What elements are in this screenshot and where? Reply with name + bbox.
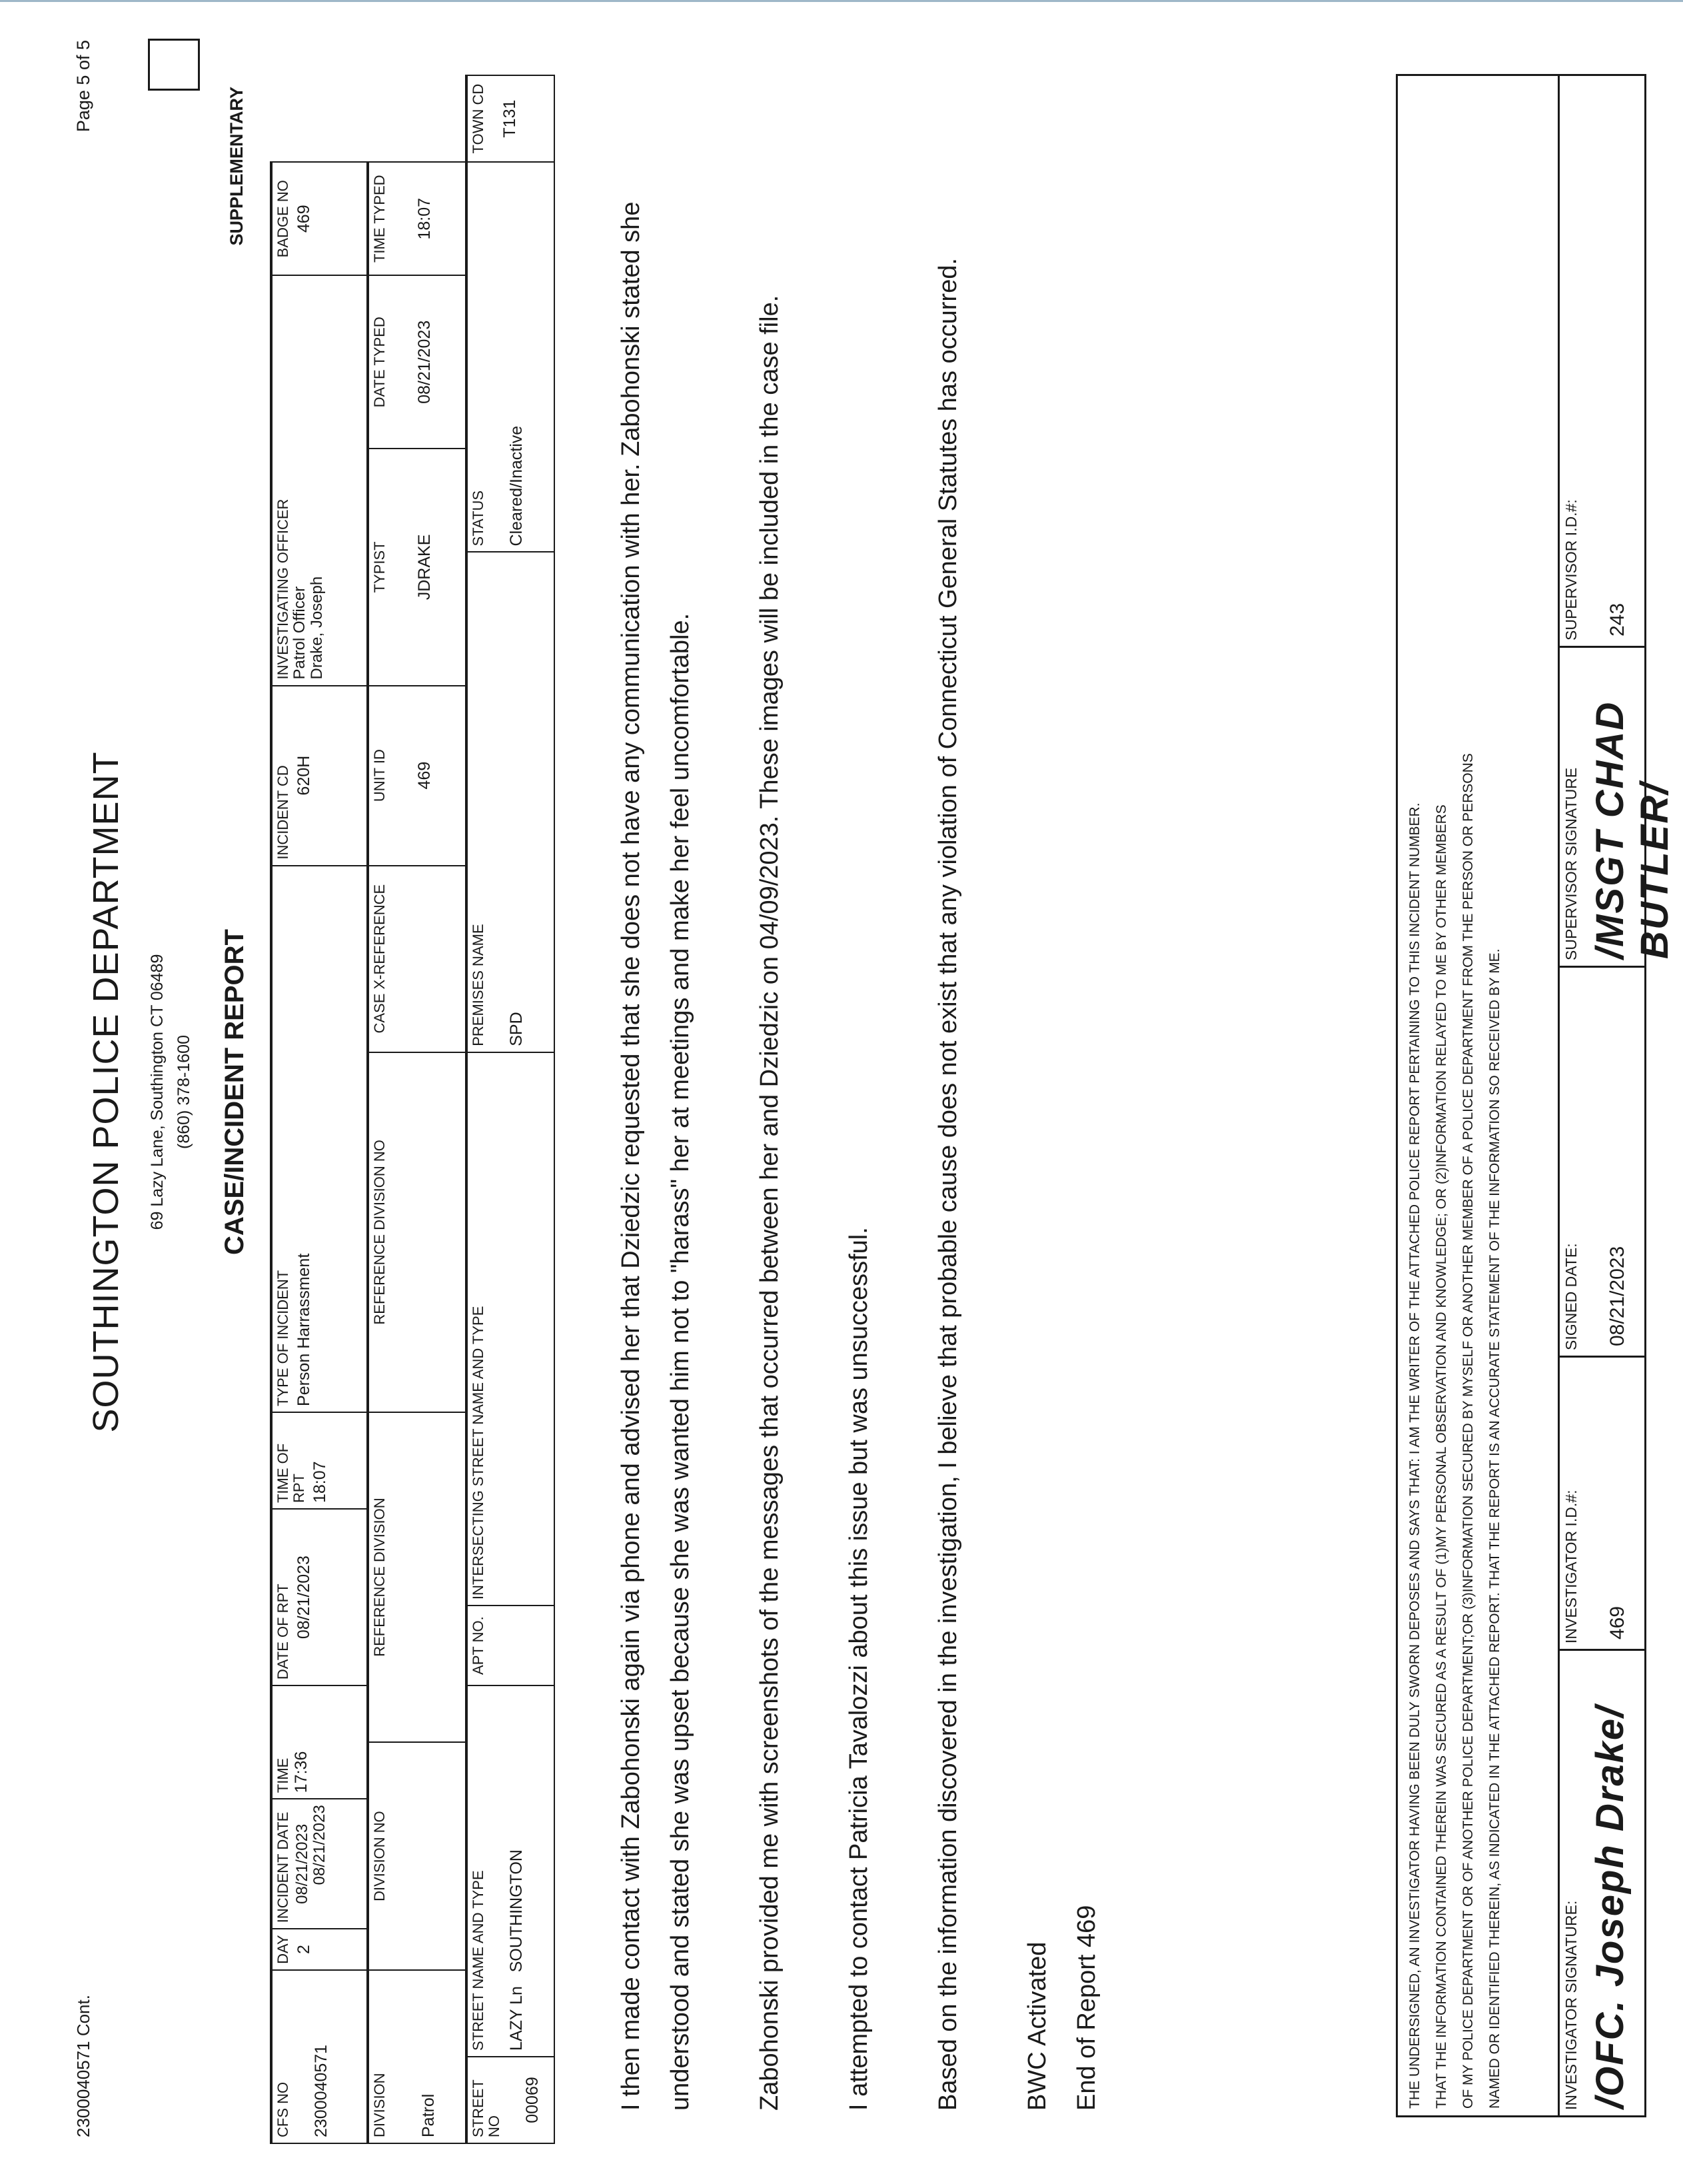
supplementary-label: SUPPLEMENTARY: [227, 87, 247, 246]
supplementary-checkbox: [148, 39, 200, 91]
signed-date-cell: [1560, 966, 1646, 1356]
type-of-incident-label: TYPE OF INCIDENT: [275, 1270, 291, 1406]
unit-id-cell: [368, 686, 466, 866]
incident-date-cell: [271, 1799, 368, 1929]
certification-line: THE UNDERSIGNED, AN INVESTIGATOR HAVING BEEN DULY SWORN DEPOSES AND SAYS THAT: I AM THE WRITER OF THE ATTACHED POLICE REPORT PERTAINING TO THIS INCIDENT NUMBER.: [1407, 802, 1422, 2109]
supervisor-signature-cell: [1560, 646, 1676, 966]
incident-cd-cell: [271, 686, 368, 866]
apt-no-cell: [466, 1606, 554, 1685]
incident-date-label: INCIDENT DATE: [275, 1811, 291, 1923]
status-label: STATUS: [470, 490, 486, 546]
division-no-label: DIVISION NO: [371, 1811, 388, 1901]
typist-cell: [368, 449, 466, 685]
date-of-rpt-label: DATE OF RPT: [275, 1584, 291, 1680]
time-typed-label: TIME TYPED: [371, 175, 388, 263]
reference-division-label: REFERENCE DIVISION: [371, 1498, 388, 1657]
incident-date-end-value: 08/21/2023: [310, 1805, 328, 1885]
day-label: DAY: [275, 1935, 291, 1964]
town-cd-label: TOWN CD: [470, 83, 486, 154]
investigator-signature-label: INVESTIGATOR SIGNATURE:: [1562, 1900, 1580, 2110]
department-address: 69 Lazy Lane, Southington CT 06489: [148, 954, 167, 1230]
time-of-rpt-label: TIME OF RPT: [275, 1443, 307, 1504]
supervisor-id-cell: [1560, 76, 1646, 646]
date-typed-cell: [368, 275, 466, 449]
date-typed-value: 08/21/2023: [415, 320, 434, 404]
report-title: CASE/INCIDENT REPORT: [220, 929, 249, 1255]
supervisor-id-label: SUPERVISOR I.D.#:: [1562, 499, 1580, 640]
street-no-label: STREET NO: [470, 2079, 502, 2137]
narrative-end-line: End of Report 469: [1073, 1905, 1101, 2111]
typist-label: TYPIST: [371, 541, 388, 593]
division-cell: [368, 1970, 466, 2143]
date-typed-label: DATE TYPED: [371, 317, 388, 408]
reference-division-no-cell: [368, 1052, 466, 1412]
street-name-label: STREET NAME AND TYPE: [470, 1870, 486, 2051]
street-name-value: LAZY Ln SOUTHINGTON: [507, 1849, 526, 2051]
date-of-rpt-cell: [271, 1509, 368, 1685]
signed-date-label: SIGNED DATE:: [1562, 1243, 1580, 1350]
narrative-paragraph-screenshots: Zabohonski provided me with screenshots of the messages that occurred between her and Dziedzic on 04/09/2023. These images will be included in the case file.: [756, 295, 784, 2111]
narrative-bwc-line: BWC Activated: [1023, 1941, 1051, 2111]
cfs-no-value: 2300040571: [312, 2044, 330, 2137]
certification-line: OF MY POLICE DEPARTMENT OR OF ANOTHER POLICE DEPARTMENT;OR (3)INFORMATION SECURED BY MYSELF OR ANOTHER MEMBER OF A POLICE DEPARTMENT FROM THE PERSON OR PERSONS: [1460, 753, 1476, 2109]
status-value: Cleared/Inactive: [507, 425, 526, 546]
incident-cd-value: 620H: [294, 755, 313, 796]
narrative-paragraph-attempt: I attempted to contact Patricia Tavalozzi about this issue but was unsuccessful.: [845, 1227, 873, 2111]
time-value: 17:36: [292, 1751, 310, 1793]
certification-box: [1396, 74, 1676, 2117]
division-label: DIVISION: [371, 2073, 388, 2137]
form-row-3: [466, 75, 554, 2143]
street-name-cell: [466, 1685, 554, 2057]
department-name: SOUTHINGTON POLICE DEPARTMENT: [86, 751, 126, 1433]
street-no-cell: [466, 2057, 554, 2143]
type-of-incident-cell: [271, 866, 368, 1412]
badge-no-value: 469: [294, 205, 313, 233]
time-cell: [271, 1685, 368, 1799]
investigating-officer-label: INVESTIGATING OFFICER: [275, 499, 291, 680]
badge-no-cell: [271, 162, 368, 275]
time-of-rpt-cell: [271, 1412, 368, 1509]
type-of-incident-value: Person Harrassment: [294, 1253, 313, 1406]
page-number: Page 5 of 5: [73, 40, 93, 133]
reference-division-cell: [368, 1412, 466, 1742]
cfs-no-label: CFS NO: [275, 2081, 291, 2137]
town-cd-cell: [466, 75, 554, 162]
premises-name-value: SPD: [507, 1012, 526, 1046]
investigator-id-cell: [1560, 1356, 1646, 1649]
investigating-officer-title: Patrol Officer: [290, 586, 308, 680]
cfs-no-cell: [271, 1970, 368, 2143]
time-label: TIME: [275, 1757, 291, 1793]
intersecting-street-label: INTERSECTING STREET NAME AND TYPE: [470, 1306, 486, 1600]
time-of-rpt-value: 18:07: [310, 1461, 329, 1504]
narrative-section: [606, 85, 1111, 2111]
department-phone: (860) 378-1600: [175, 1035, 193, 1149]
supervisor-signature: /MSGT CHAD BUTLER/: [1588, 700, 1676, 959]
narrative-paragraph-contact: I then made contact with Zabohonski again via phone and advised her that Dziedzic requested that she does not have any communication with her. Zabohonski stated she understood and stated she was upset because she was wanted him not to "harass" her at meetings and make her feel uncomfortable.: [617, 201, 694, 2111]
time-typed-cell: [368, 162, 466, 275]
supervisor-signature-label: SUPERVISOR SIGNATURE: [1562, 767, 1580, 960]
incident-info-table: [270, 75, 555, 2144]
signed-date-value: 08/21/2023: [1606, 1246, 1628, 1346]
premises-name-cell: [466, 552, 554, 1052]
case-x-reference-label: CASE X-REFERENCE: [371, 884, 388, 1034]
investigator-id-label: INVESTIGATOR I.D.#:: [1562, 1490, 1580, 1643]
form-row-2: [368, 75, 466, 2143]
day-value: 2: [294, 1945, 313, 1955]
division-value: Patrol: [419, 2093, 438, 2137]
investigator-signature-cell: [1560, 1649, 1646, 2115]
form-row-1: [271, 75, 368, 2143]
date-of-rpt-value: 08/21/2023: [294, 1556, 313, 1639]
status-cell: [466, 162, 554, 552]
division-no-cell: [368, 1742, 466, 1970]
certification-statement: [1402, 83, 1508, 2109]
apt-no-label: APT NO.: [470, 1616, 486, 1675]
case-continuation-number: 2300040571 Cont.: [73, 1995, 93, 2137]
investigator-id-value: 469: [1606, 1606, 1628, 1639]
day-cell: [271, 1929, 368, 1970]
investigating-officer-cell: [271, 275, 368, 685]
supervisor-id-value: 243: [1606, 602, 1628, 636]
investigator-signature: /OFC. Joseph Drake/: [1588, 1705, 1632, 2109]
case-x-reference-cell: [368, 866, 466, 1052]
time-typed-value: 18:07: [415, 197, 434, 240]
certification-line: NAMED OR IDENTIFIED THEREIN, AS INDICATED IN THE ATTACHED REPORT. THAT THE REPORT IS AN ACCURATE STATEMENT OF THE INFORMATION SO RECEIVED BY ME.: [1487, 948, 1502, 2109]
certification-line: THAT THE INFORMATION CONTAINED THEREIN WAS SECURED AS A RESULT OF (1)MY PERSONAL OBSERVATION AND KNOWLEDGE; OR (2)INFORMATION RELAYED TO ME BY OTHER MEMBERS: [1434, 804, 1449, 2109]
premises-name-label: PREMISES NAME: [470, 924, 486, 1046]
street-no-value: 00069: [523, 2077, 542, 2123]
investigating-officer-name: Drake, Joseph: [308, 576, 326, 680]
town-cd-value: T131: [500, 99, 519, 138]
typist-value: JDRAKE: [415, 534, 434, 600]
signature-row: [1558, 76, 1676, 2115]
narrative-paragraph-conclusion: Based on the information discovered in the investigation, I believe that probable cause does not exist that any violation of Connecticut General Statutes has occurred.: [934, 258, 962, 2111]
reference-division-no-label: REFERENCE DIVISION NO: [371, 1140, 388, 1325]
badge-no-label: BADGE NO: [275, 180, 291, 258]
unit-id-value: 469: [415, 761, 434, 790]
unit-id-label: UNIT ID: [371, 749, 388, 802]
incident-cd-label: INCIDENT CD: [275, 765, 291, 860]
intersecting-street-cell: [466, 1052, 554, 1606]
incident-date-value: 08/21/2023: [293, 1823, 311, 1904]
